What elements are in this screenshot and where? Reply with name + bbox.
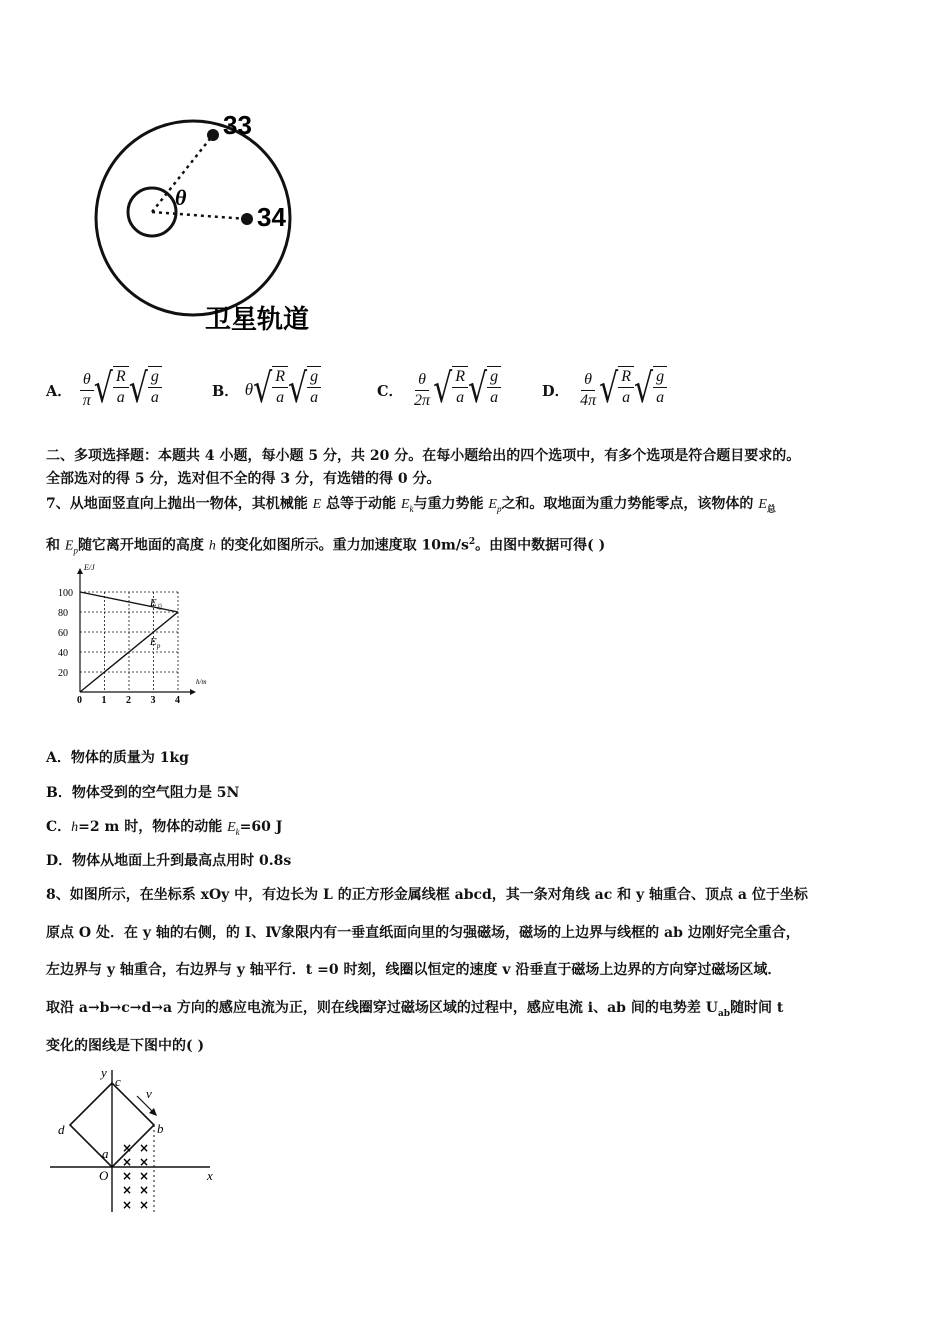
q8-line1: 8、如图所示，在坐标系 xOy 中，有边长为 L 的正方形金属线框 abcd，其一条对角线 ac 和 y 轴重合、顶点 a 位于坐标 bbox=[46, 887, 808, 903]
sqrt-g-over-a: √ $\frac{g}{a}$ bbox=[468, 372, 501, 408]
y-axis-arrow bbox=[77, 568, 83, 574]
sqrt-g-over-a: √ $\frac{g}{a}$ bbox=[634, 372, 667, 408]
sqrt-r-over-a: √ $\frac{R}{a}$ bbox=[94, 372, 129, 408]
x-axis-label: h/m bbox=[196, 678, 207, 686]
y-axis-label: E/J bbox=[84, 563, 95, 572]
label-33: 33 bbox=[223, 110, 252, 140]
y-tick-label: 20 bbox=[58, 668, 68, 679]
series-sub-e-total: 总 bbox=[156, 604, 163, 611]
field-cross: × bbox=[122, 1141, 133, 1155]
label-y: y bbox=[101, 1065, 107, 1080]
option-a-label: A． bbox=[46, 382, 72, 400]
q7-option-c[interactable]: C．h=2 m 时，物体的动能 $E_k=60$ J bbox=[46, 819, 283, 837]
sqrt-g-over-a: √ $\frac{g}{a}$ bbox=[288, 372, 321, 408]
sqrt-r-over-a: √ $\frac{R}{a}$ bbox=[599, 372, 634, 408]
q8-line3: 左边界与 y 轴重合，右边界与 y 轴平行．t =0 时刻，线圈以恒定的速度 v 沿垂直于磁场上边界的方向穿过磁场区域． bbox=[46, 962, 782, 978]
coef-b: θ bbox=[244, 380, 254, 399]
option-b[interactable] bbox=[212, 362, 321, 418]
label-b: b bbox=[157, 1121, 164, 1136]
label-a: a bbox=[102, 1146, 109, 1161]
q7-line1: 7、从地面竖直向上抛出一物体，其机械能 E 总等于动能 $E_k$与重力势能 $E_p$之和。取地面为重力势能零点，该物体的 $E_总$ bbox=[46, 496, 776, 515]
field-crosses bbox=[122, 1141, 149, 1212]
q8-line2: 原点 O 处．在 y 轴的右侧，的 I、Ⅳ象限内有一垂直纸面向里的匀强磁场，磁场的上边界与线框的 ab 边刚好完全重合， bbox=[46, 925, 800, 941]
coord-figure bbox=[45, 1062, 225, 1217]
label-d: d bbox=[58, 1122, 65, 1137]
x-tick-label: 1 bbox=[101, 695, 107, 706]
section2-line1: 二、多项选择题：本题共 4 小题，每小题 5 分，共 20 分。在每小题给出的四个选项中，有多个选项是符合题目要求的。 bbox=[46, 448, 801, 464]
series-label-e-total: E bbox=[149, 597, 157, 609]
label-34: 34 bbox=[257, 202, 286, 232]
option-a[interactable] bbox=[46, 362, 162, 418]
label-theta: θ bbox=[175, 185, 187, 210]
radius-34 bbox=[152, 212, 247, 219]
q8-line4: 取沿 a→b→c→d→a 方向的感应电流为正，则在线圈穿过磁场区域的过程中，感应电流 i、ab 间的电势差 $U_{ab}$随时间 t bbox=[46, 1000, 784, 1019]
series-label-ep: E bbox=[149, 636, 157, 648]
q7-option-a[interactable]: A．物体的质量为 1kg bbox=[46, 750, 189, 766]
y-tick-label: 40 bbox=[58, 648, 68, 659]
x-tick-label: 4 bbox=[175, 695, 180, 706]
series-sub-ep: p bbox=[156, 642, 161, 650]
x-tick-label: 0 bbox=[77, 695, 82, 706]
field-cross: × bbox=[139, 1183, 150, 1197]
x-tick-label: 2 bbox=[126, 695, 131, 706]
coef-a: $\frac{\theta}{\pi}$ bbox=[80, 370, 94, 411]
sqrt-r-over-a: √ $\frac{R}{a}$ bbox=[433, 372, 468, 408]
field-cross: × bbox=[139, 1169, 150, 1183]
y-tick-label: 80 bbox=[58, 608, 68, 619]
option-d[interactable] bbox=[542, 362, 667, 418]
satellite-34 bbox=[241, 213, 253, 225]
satellite-33 bbox=[207, 129, 219, 141]
sqrt-g-over-a: √ $\frac{g}{a}$ bbox=[129, 372, 162, 408]
y-tick-label: 100 bbox=[58, 588, 73, 599]
q7-option-b[interactable]: B．物体受到的空气阻力是 5N bbox=[46, 785, 240, 801]
section2-line2: 全部选对的得 5 分，选对但不全的得 3 分，有选错的得 0 分。 bbox=[46, 471, 441, 487]
option-b-label: B． bbox=[212, 382, 239, 400]
option-c[interactable] bbox=[377, 362, 501, 418]
field-cross: × bbox=[122, 1198, 133, 1212]
option-c-label: C． bbox=[377, 382, 404, 400]
orbit-figure bbox=[40, 100, 340, 340]
field-cross: × bbox=[139, 1155, 150, 1169]
sqrt-r-over-a: √ $\frac{R}{a}$ bbox=[253, 372, 288, 408]
field-cross: × bbox=[122, 1155, 133, 1169]
orbit-caption: 卫星轨道 bbox=[205, 305, 310, 335]
field-cross: × bbox=[122, 1183, 133, 1197]
x-tick-label: 3 bbox=[150, 695, 156, 706]
field-cross: × bbox=[139, 1198, 150, 1212]
energy-chart bbox=[50, 562, 230, 707]
coef-d: $\frac{\theta}{4\pi}$ bbox=[580, 370, 597, 409]
field-cross: × bbox=[139, 1141, 150, 1155]
field-cross: × bbox=[122, 1169, 133, 1183]
label-v: v bbox=[146, 1086, 152, 1101]
label-O: O bbox=[99, 1168, 109, 1183]
x-axis-arrow bbox=[190, 689, 196, 695]
q7-line2: 和 $E_p$随它离开地面的高度 h 的变化如图所示。重力加速度取 $10m/s^2$。由图中数据可得( ) bbox=[46, 537, 606, 556]
y-tick-label: 60 bbox=[58, 628, 68, 639]
option-d-label: D． bbox=[542, 382, 570, 400]
label-x: x bbox=[207, 1168, 213, 1183]
coef-c: $\frac{\theta}{2\pi}$ bbox=[414, 370, 431, 409]
q7-option-d[interactable]: D．物体从地面上升到最高点用时 0.8s bbox=[46, 853, 292, 869]
q8-line5: 变化的图线是下图中的( ) bbox=[46, 1038, 205, 1054]
label-c: c bbox=[115, 1074, 121, 1089]
